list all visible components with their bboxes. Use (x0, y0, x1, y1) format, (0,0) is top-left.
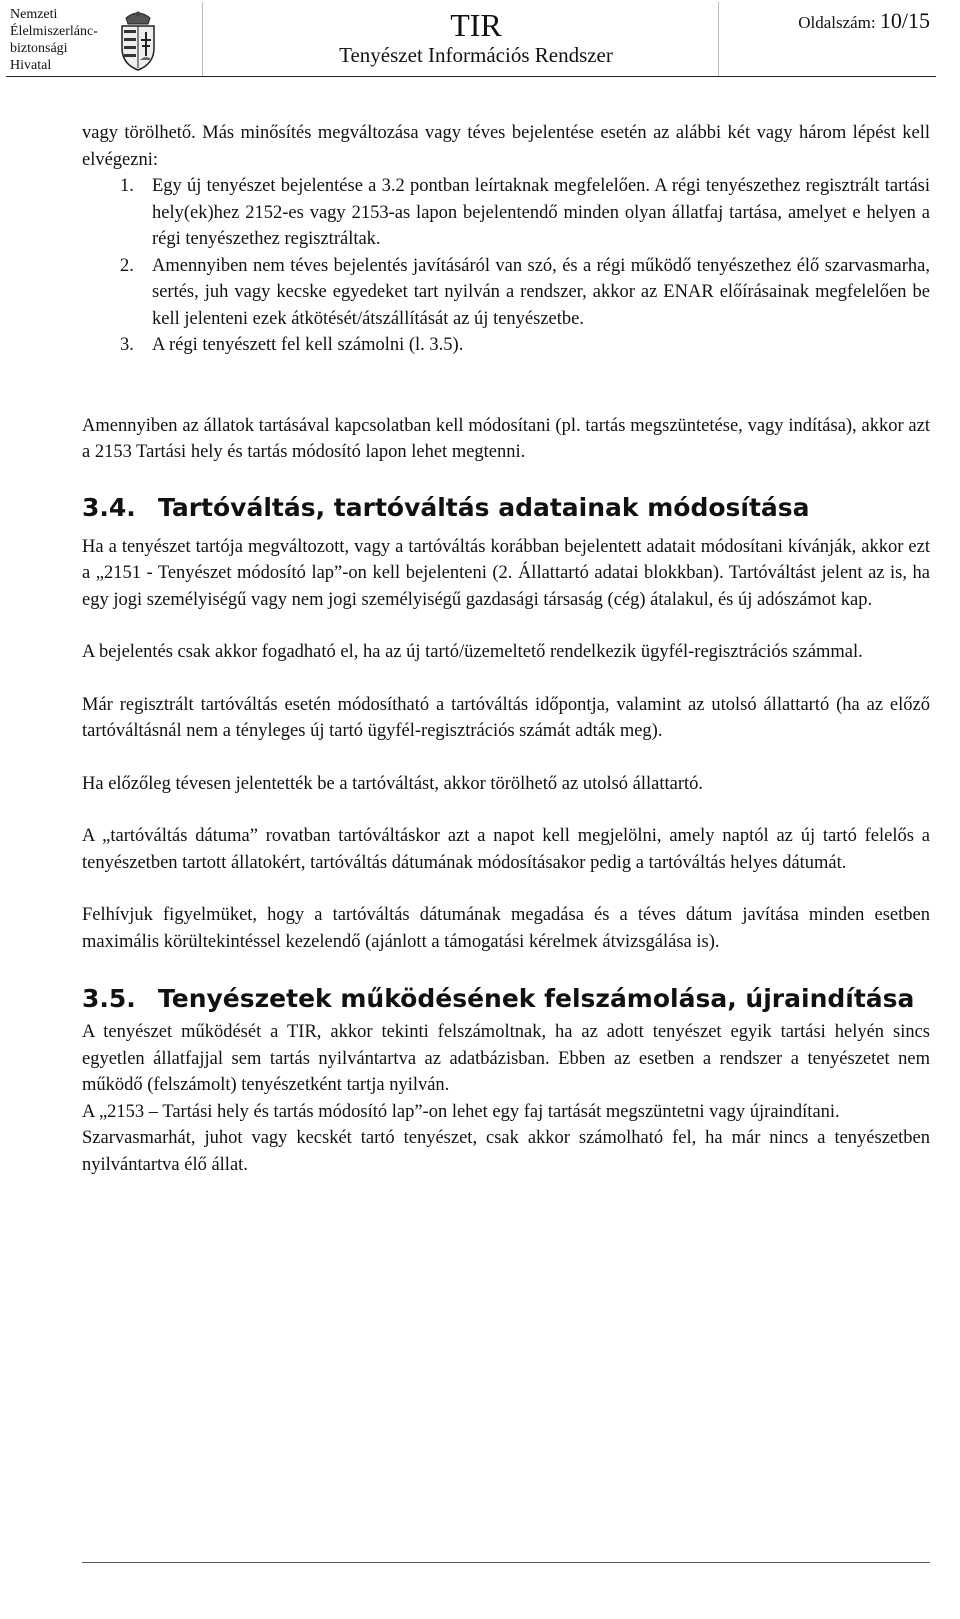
agency-line: Nemzeti (10, 7, 58, 22)
paragraph: Szarvasmarhát, juhot vagy kecskét tartó tenyészet, csak akkor számolható fel, ha már nincs a tenyészetben nyilvántartva élő állat. (82, 1128, 930, 1175)
system-abbreviation: TIR (450, 7, 502, 43)
list-item-text: Amennyiben nem téves bejelentés javításáról van szó, és a régi működő tenyészethez élő szarvasmarha, sertés, juh vagy kecske egyedeket tart nyilván a rendszer, akkor az ENAR előírásainak megfelelően be kell jelenteni ezek átkötését/átszállítását az új tenyészetbe. (152, 255, 930, 329)
list-item (82, 253, 930, 333)
list-item-number: 2. (120, 255, 134, 276)
paragraph: Ha előzőleg tévesen jelentették be a tartóváltást, akkor törölhető az utolsó állattartó. (82, 773, 704, 794)
steps-list (82, 173, 930, 359)
page-header (6, 2, 936, 77)
paragraph: A „2153 – Tartási hely és tartás módosító lap”-on lehet egy faj tartását megszüntetni vagy újraindítani. (82, 1101, 840, 1122)
agency-name (10, 6, 120, 74)
list-item (82, 332, 930, 359)
header-divider (718, 2, 719, 76)
agency-line: biztonsági (10, 41, 68, 56)
page-number-label: Oldalszám: (798, 13, 876, 32)
hungarian-coat-of-arms-icon (116, 8, 160, 72)
intro-paragraph: vagy törölhető. Más minősítés megváltozása vagy téves bejelentése esetén az alábbi két vagy három lépést kell elvégezni: (82, 123, 930, 170)
paragraph: A „tartóváltás dátuma” rovatban tartóváltáskor azt a napot kell megjelölni, amely naptól az új tartó felelős a tenyészetben tartott állatokért, tartóváltás dátumának módosításakor pedig a tartóváltás helyes dátumát. (82, 826, 930, 873)
header-divider (202, 2, 203, 76)
page-number: 10/15 (879, 8, 930, 33)
system-full-name: Tenyészet Információs Rendszer (339, 43, 613, 67)
paragraph: Felhívjuk figyelmüket, hogy a tartóváltás dátumának megadása és a téves dátum javítása minden esetben maximális körültekintéssel kezelendő (ajánlott a támogatási kérelmek átvizsgálása is). (82, 905, 930, 952)
header-title-block (206, 8, 746, 68)
section-number: 3.4. (82, 492, 136, 522)
modify-paragraph: Amennyiben az állatok tartásával kapcsolatban kell módosítani (pl. tartás megszüntetése, vagy indítása), akkor azt a 2153 Tartási hely és tartás módosító lapon lehet megtenni. (82, 415, 930, 462)
footer-divider (82, 1562, 930, 1563)
section-heading-3-5 (82, 983, 930, 1015)
paragraph: A tenyészet működését a TIR, akkor tekinti felszámoltnak, ha az adott tenyészet egyik tartási helyén sincs egyetlen állatfajjal sem tartás nyilvántartva az adatbázisban. Ebben az esetben a rendszer a tenyészetet nem működő (felszámolt) tenyészetként tartja nyilván. (82, 1022, 930, 1095)
agency-line: Élelmiszerlánc- (10, 24, 98, 39)
section-title: Tartóváltás, tartóváltás adatainak módosítása (158, 492, 810, 522)
list-item (82, 173, 930, 253)
list-item-text: Egy új tenyészet bejelentése a 3.2 pontban leírtaknak megfelelően. A régi tenyészethez regisztrált tartási hely(ek)hez 2152-es vagy 2153-as lapon bejelentendő minden olyan állatfaj tartása, amelyet e helyen a régi tenyészethez regisztráltak. (152, 176, 930, 249)
page-number-box (750, 8, 936, 34)
list-item-number: 3. (120, 335, 134, 355)
paragraph: Már regisztrált tartóváltás esetén módosítható a tartóváltás időpontja, valamint az utolsó állattartó (ha az előző tartóváltásnál nem a tényleges új tartó ügyfél-regisztrációs számát adták meg). (82, 694, 930, 741)
section-heading-3-4 (82, 492, 930, 524)
paragraph: A bejelentés csak akkor fogadható el, ha az új tartó/üzemeltető rendelkezik ügyfél-regisztrációs számmal. (82, 642, 863, 662)
section-number: 3.5. (82, 984, 136, 1013)
section-title: Tenyészetek működésének felszámolása, újraindítása (158, 984, 915, 1013)
document-body (82, 120, 930, 1178)
agency-line: Hivatal (10, 58, 52, 73)
list-item-text: A régi tenyészett fel kell számolni (l. 3.5). (152, 335, 464, 355)
list-item-number: 1. (120, 176, 134, 196)
paragraph: Ha a tenyészet tartója megváltozott, vagy a tartóváltás korábban bejelentett adatait módosítani kívánják, akkor ezt a „2151 - Tenyészet módosító lap”-on kell bejelenteni (2. Állattartó adatai blokkban). Tartóváltást jelent az is, ha egy jogi személyiségű vagy nem jogi személyiségű gazdasági társaság (cég) átalakul, és új adószámot kap. (82, 536, 930, 610)
